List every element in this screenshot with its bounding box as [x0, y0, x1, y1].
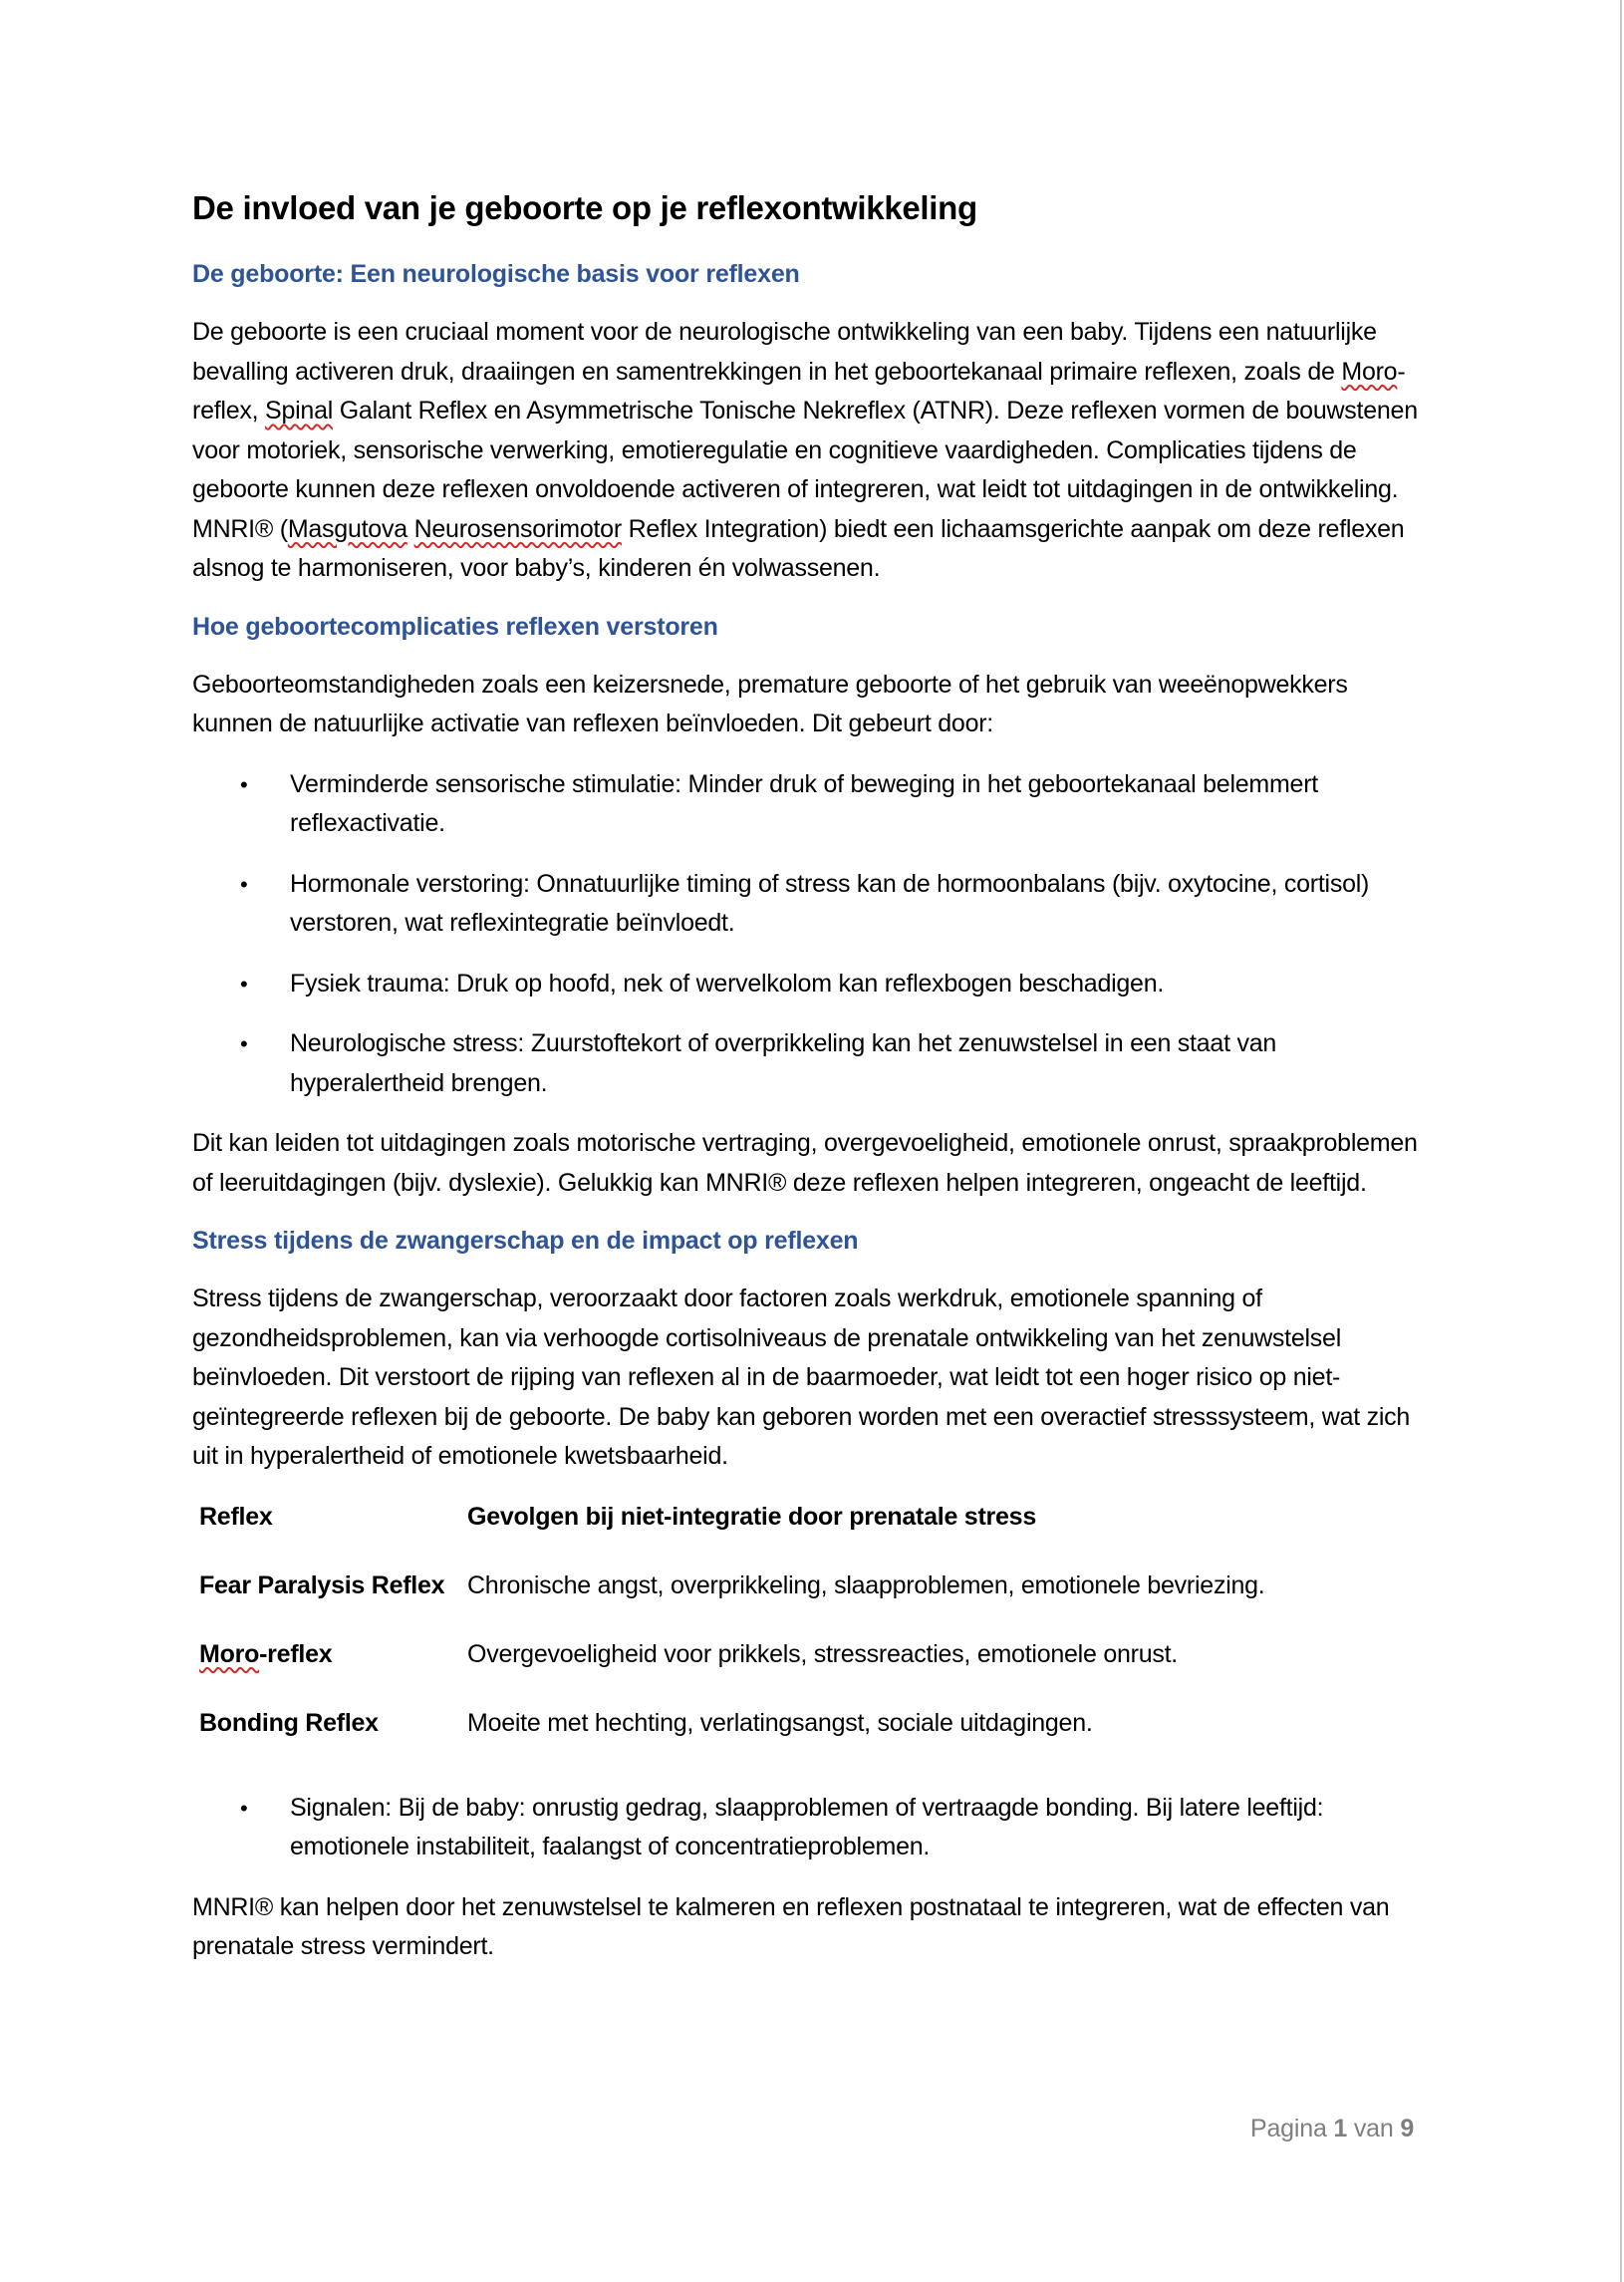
reflex-table: [192, 1498, 1265, 1773]
table-cell-effect: Chronische angst, overprikkeling, slaapproblemen, emotionele bevriezing.: [467, 1570, 1265, 1599]
section-heading: Stress tijdens de zwangerschap en de impact op reflexen: [192, 1227, 859, 1255]
text-run: Reflex Integration) biedt een lichaamsgerichte aanpak om deze reflexen alsnog te harmoniseren, voor baby’s, kinderen én volwassenen.: [192, 514, 1405, 582]
bullet-icon: •: [240, 871, 248, 897]
table-row: [192, 1635, 1265, 1704]
bullet-icon: •: [240, 1031, 248, 1056]
list-item-text: Signalen: Bij de baby: onrustig gedrag, slaapproblemen of vertraagde bonding. Bij latere leeftijd: emotionele instabiliteit, faalangst of concentratieproblemen.: [290, 1793, 1324, 1860]
text-run: De geboorte is een cruciaal moment voor de neurologische ontwikkeling van een baby. Tijdens een natuurlijke bevalling activeren druk, draaiingen en samentrekkingen in het geboortekanaal primaire reflexen, zoals de: [192, 318, 1377, 386]
table-cell-reflex: Bonding Reflex: [199, 1708, 379, 1737]
table-cell-reflex: Fear Paralysis Reflex: [199, 1570, 445, 1599]
section-geboorte-basis: [192, 257, 1428, 589]
list-item: [192, 865, 1428, 944]
list-item-text: Neurologische stress: Zuurstoftekort of overprikkeling kan het zenuwstelsel in een staat van hyperalertheid brengen.: [290, 1029, 1277, 1097]
section-intro: Geboorteomstandigheden zoals een keizersnede, premature geboorte of het gebruik van weeënopwekkers kunnen de natuurlijke activatie van reflexen beïnvloeden. Dit gebeurt door:: [192, 670, 1348, 737]
table-header-row: [192, 1498, 1265, 1567]
table-cell-effect: Moeite met hechting, verlatingsangst, sociale uitdagingen.: [467, 1708, 1093, 1737]
bullet-icon: •: [240, 1795, 248, 1821]
footer-of-label: van: [1353, 2115, 1394, 2142]
section-paragraph: Stress tijdens de zwangerschap, veroorzaakt door factoren zoals werkdruk, emotionele spanning of gezondheidsproblemen, kan via verhoogde cortisolniveaus de prenatale ontwikkeling van het zenuwstelsel beïnvloeden. Dit verstoort de rijping van reflexen al in de baarmoeder, wat leidt tot een hoger risico op niet-geïntegreerde reflexen bij de geboorte. De baby kan geboren worden met een overactief stresssysteem, wat zich uit in hyperalertheid of emotionele kwetsbaarheid.: [192, 1284, 1411, 1470]
spellcheck-flagged-word[interactable]: Moro: [1341, 357, 1398, 386]
table-header-reflex: Reflex: [199, 1502, 273, 1531]
text-run: [407, 515, 414, 543]
text-run: -reflex,: [192, 357, 1406, 425]
section-heading: Hoe geboortecomplicaties reflexen verstoren: [192, 612, 718, 641]
spellcheck-flagged-word[interactable]: Neurosensorimotor: [413, 514, 622, 543]
page-edge-divider: [1620, 0, 1622, 2282]
table-cell-reflex: [192, 1635, 460, 1704]
footer-current-page: 1: [1333, 2115, 1348, 2142]
bullet-icon: •: [240, 971, 248, 997]
text-run: -reflex: [259, 1639, 333, 1668]
table-cell-effect: Overgevoeligheid voor prikkels, stressreacties, emotionele onrust.: [467, 1639, 1179, 1668]
list-item-text: Fysiek trauma: Druk op hoofd, nek of wervelkolom kan reflexbogen beschadigen.: [290, 969, 1165, 998]
list-item: [192, 765, 1428, 844]
section-geboortecomplicaties: [192, 610, 1428, 1204]
spellcheck-flagged-word[interactable]: Masgutova: [287, 514, 407, 543]
text-run: Galant Reflex en Asymmetrische Tonische Nekreflex (ATNR). Deze reflexen vormen de bouwstenen voor motoriek, sensorische verwerking, emotieregulatie en cognitieve vaardigheden. Complicaties tijdens de geboorte kunnen deze reflexen onvoldoende activeren of integreren, wat leidt tot uitdagingen in de ontwikkeling. MNRI® (: [192, 397, 1418, 543]
section-closing: MNRI® kan helpen door het zenuwstelsel te kalmeren en reflexen postnataal te integreren, wat de effecten van prenatale stress vermindert.: [192, 1892, 1390, 1960]
table-row: [192, 1704, 1265, 1773]
section-heading: De geboorte: Een neurologische basis voor reflexen: [192, 260, 800, 288]
spellcheck-flagged-word[interactable]: Spinal: [265, 397, 334, 425]
table-header-gevolgen: Gevolgen bij niet-integratie door prenatale stress: [467, 1502, 1036, 1531]
list-item: [192, 1789, 1428, 1867]
list-item-text: Hormonale verstoring: Onnatuurlijke timing of stress kan de hormoonbalans (bijv. oxytocine, cortisol) verstoren, wat reflexintegratie beïnvloedt.: [290, 869, 1370, 937]
footer-page-label: Pagina: [1250, 2115, 1327, 2142]
section-paragraph: [192, 313, 1428, 589]
footer-total-pages: 9: [1400, 2115, 1415, 2142]
list-item: [192, 965, 1428, 1004]
list-item: [192, 1024, 1428, 1103]
page-number-footer: [1250, 2115, 1414, 2143]
spellcheck-flagged-word[interactable]: Moro: [199, 1639, 260, 1668]
bullet-list: [192, 765, 1428, 1104]
bullet-list: [192, 1789, 1428, 1867]
document-title: De invloed van je geboorte op je reflexontwikkeling: [192, 189, 977, 226]
section-outro: Dit kan leiden tot uitdagingen zoals motorische vertraging, overgevoeligheid, emotionele onrust, spraakproblemen of leeruitdagingen (bijv. dyslexie). Gelukkig kan MNRI® deze reflexen helpen integreren, ongeacht de leeftijd.: [192, 1129, 1418, 1197]
document-body: [192, 185, 1428, 1988]
table-row: [192, 1567, 1265, 1635]
list-item-text: Verminderde sensorische stimulatie: Minder druk of beweging in het geboortekanaal belemmert reflexactivatie.: [290, 769, 1318, 837]
section-zwangerschap-stress: [192, 1224, 1428, 1967]
bullet-icon: •: [240, 771, 248, 797]
